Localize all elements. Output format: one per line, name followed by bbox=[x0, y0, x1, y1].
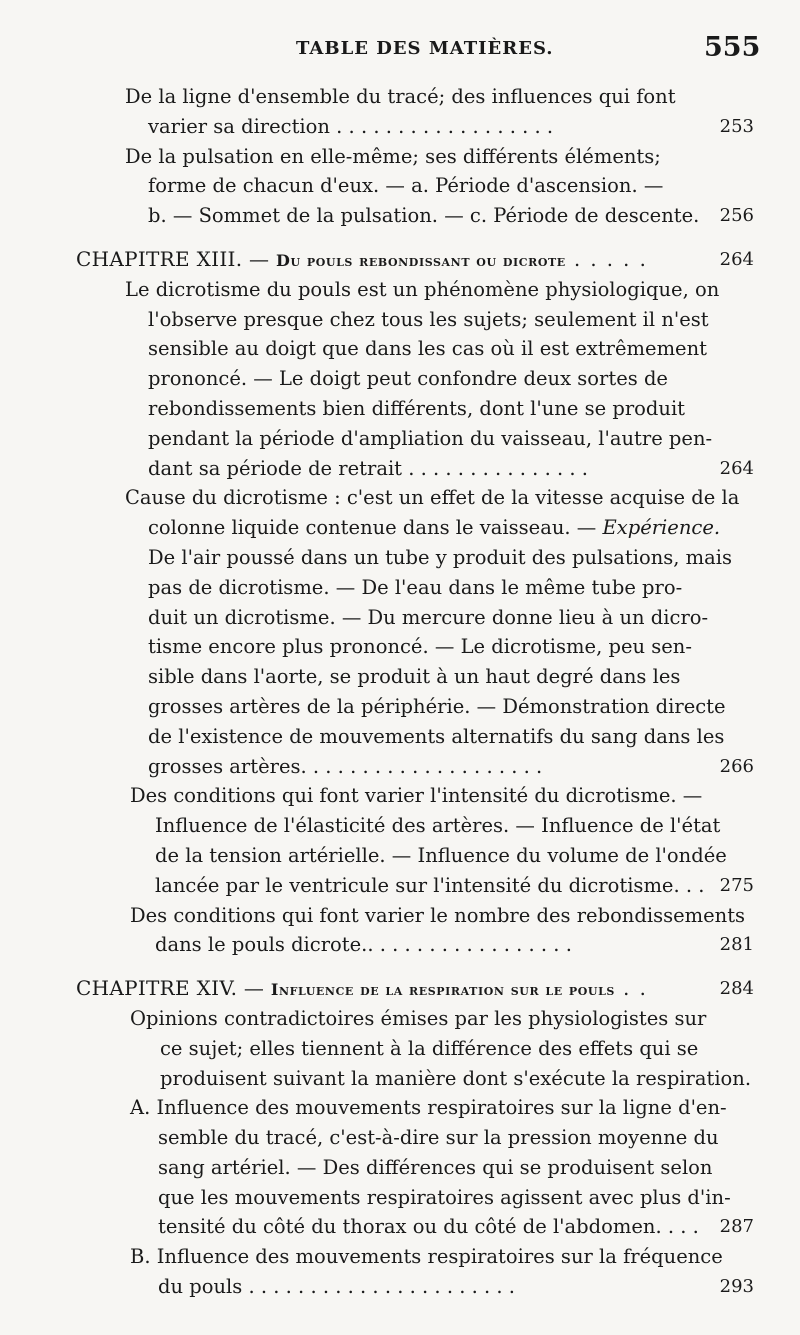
toc-line bbox=[0, 573, 800, 603]
toc-line-text: pas de dicrotisme. — De l'eau dans le même tube pro- bbox=[148, 575, 683, 599]
toc-line-text: forme de chacun d'eux. — a. Période d'ascension. — bbox=[148, 174, 664, 198]
running-title: TABLE DES MATIÈRES. bbox=[296, 38, 554, 59]
toc-line bbox=[0, 171, 800, 201]
toc-line bbox=[0, 841, 800, 871]
toc-line bbox=[0, 1212, 800, 1242]
toc-line bbox=[0, 1004, 800, 1034]
toc-line bbox=[0, 930, 800, 960]
toc-line bbox=[0, 901, 800, 931]
toc-line-text: de la tension artérielle. — Influence du volume de l'ondée bbox=[155, 843, 727, 867]
toc-page-ref: 293 bbox=[719, 1276, 754, 1298]
toc-line bbox=[0, 513, 800, 543]
toc-line-text: colonne liquide contenue dans le vaisseau. — Expérience. bbox=[148, 516, 721, 540]
toc-line-text: semble du tracé, c'est-à-dire sur la pression moyenne du bbox=[158, 1126, 719, 1150]
toc-page-ref: 281 bbox=[719, 934, 754, 956]
toc-chapter-heading bbox=[0, 974, 800, 1004]
toc-line-text bbox=[76, 974, 648, 1005]
toc-line bbox=[0, 424, 800, 454]
toc-line-text: duit un dicrotisme. — Du mercure donne lieu à un dicro- bbox=[148, 605, 709, 629]
chapter-number: CHAPITRE XIV. — bbox=[76, 976, 271, 1001]
toc-line bbox=[0, 305, 800, 335]
toc-line-text: pendant la période d'ampliation du vaisseau, l'autre pen- bbox=[148, 426, 713, 450]
chapter-title: Influence de la respiration sur le pouls bbox=[270, 980, 615, 1000]
toc-line-text: ce sujet; elles tiennent à la différence des effets qui se bbox=[160, 1036, 699, 1060]
toc-line bbox=[0, 1064, 800, 1094]
toc-page-ref: 253 bbox=[719, 115, 754, 137]
toc-line-text: Des conditions qui font varier l'intensité du dicrotisme. — bbox=[130, 784, 703, 808]
page-header bbox=[0, 30, 800, 70]
toc-page-ref: 266 bbox=[719, 755, 754, 777]
toc-line bbox=[0, 112, 800, 142]
toc-line bbox=[0, 1183, 800, 1213]
dot-leader: . . . . . bbox=[565, 247, 648, 271]
toc-page-ref: 264 bbox=[719, 248, 754, 270]
page-number: 555 bbox=[704, 32, 761, 63]
toc-line bbox=[0, 752, 800, 782]
toc-line-text: A. Influence des mouvements respiratoires sur la ligne d'en- bbox=[130, 1096, 727, 1120]
toc-line-text: Le dicrotisme du pouls est un phénomène physiologique, on bbox=[125, 277, 720, 301]
toc-line-text: De la ligne d'ensemble du tracé; des influences qui font bbox=[125, 85, 676, 108]
section-gap bbox=[0, 231, 800, 245]
toc-line bbox=[0, 603, 800, 633]
section-gap bbox=[0, 960, 800, 974]
toc-line bbox=[0, 483, 800, 513]
toc-line bbox=[0, 454, 800, 484]
toc-page-ref: 275 bbox=[719, 874, 754, 896]
toc-line-text: De la pulsation en elle-même; ses différents éléments; bbox=[125, 144, 661, 168]
toc-line bbox=[0, 82, 800, 112]
toc-line-text: B. Influence des mouvements respiratoires sur la fréquence bbox=[130, 1245, 723, 1269]
toc-line bbox=[0, 692, 800, 722]
toc-line-text: l'observe presque chez tous les sujets; seulement il n'est bbox=[148, 307, 709, 331]
toc-line-text: lancée par le ventricule sur l'intensité du dicrotisme. . . bbox=[155, 873, 705, 897]
toc-line-text: prononcé. — Le doigt peut confondre deux sortes de bbox=[148, 367, 668, 391]
toc-line bbox=[0, 1123, 800, 1153]
toc-page-ref: 287 bbox=[719, 1216, 754, 1238]
toc-page-ref: 264 bbox=[719, 457, 754, 479]
toc-line bbox=[0, 722, 800, 752]
toc-chapter-heading bbox=[0, 245, 800, 275]
toc-line bbox=[0, 201, 800, 231]
toc-line-text: tisme encore plus prononcé. — Le dicrotisme, peu sen- bbox=[148, 635, 692, 659]
toc-line bbox=[0, 142, 800, 172]
toc-line bbox=[0, 275, 800, 305]
toc-line bbox=[0, 364, 800, 394]
toc-line bbox=[0, 1242, 800, 1272]
toc-page-ref: 256 bbox=[719, 205, 754, 227]
toc-line-text: sible dans l'aorte, se produit à un haut degré dans les bbox=[148, 665, 681, 689]
toc-line bbox=[0, 632, 800, 662]
chapter-title: Du pouls rebondissant ou dicrote bbox=[276, 250, 566, 270]
toc-line-text: dans le pouls dicrote.. . . . . . . . . . . . . . . . . bbox=[155, 933, 572, 957]
toc-line bbox=[0, 543, 800, 573]
table-of-contents bbox=[0, 82, 800, 1302]
toc-line-text: sang artériel. — Des différences qui se produisent selon bbox=[158, 1155, 713, 1179]
toc-line-text: Cause du dicrotisme : c'est un effet de la vitesse acquise de la bbox=[125, 486, 740, 510]
toc-line-text: sensible au doigt que dans les cas où il est extrêmement bbox=[148, 337, 707, 361]
toc-line-text bbox=[76, 245, 648, 276]
toc-line-text: b. — Sommet de la pulsation. — c. Période de descente. bbox=[148, 204, 700, 228]
toc-line-text: que les mouvements respiratoires agissent avec plus d'in- bbox=[158, 1185, 731, 1209]
toc-line bbox=[0, 1034, 800, 1064]
toc-line-text: de l'existence de mouvements alternatifs du sang dans les bbox=[148, 724, 725, 748]
toc-line bbox=[0, 1093, 800, 1123]
toc-line-text: varier sa direction . . . . . . . . . . . . . . . . . . bbox=[148, 114, 554, 138]
toc-line-text: grosses artères de la périphérie. — Démonstration directe bbox=[148, 694, 726, 718]
toc-page-ref: 284 bbox=[719, 978, 754, 1000]
toc-line-text: grosses artères. . . . . . . . . . . . . . . . . . . . bbox=[148, 754, 543, 778]
toc-line bbox=[0, 811, 800, 841]
toc-line-text: Opinions contradictoires émises par les physiologistes sur bbox=[130, 1006, 707, 1030]
toc-line-text: du pouls . . . . . . . . . . . . . . . . . . . . . . bbox=[158, 1275, 515, 1299]
toc-line-text: dant sa période de retrait . . . . . . . . . . . . . . . bbox=[148, 456, 588, 480]
toc-line bbox=[0, 871, 800, 901]
toc-line bbox=[0, 1153, 800, 1183]
toc-line bbox=[0, 394, 800, 424]
toc-line-text: rebondissements bien différents, dont l'une se produit bbox=[148, 396, 686, 420]
toc-line bbox=[0, 662, 800, 692]
toc-line bbox=[0, 781, 800, 811]
toc-line bbox=[0, 1272, 800, 1302]
toc-line-text: tensité du côté du thorax ou du côté de l'abdomen. . . . bbox=[158, 1215, 699, 1239]
toc-line-text: produisent suivant la manière dont s'exécute la respiration. bbox=[160, 1066, 752, 1090]
toc-line-text: Influence de l'élasticité des artères. — Influence de l'état bbox=[155, 814, 721, 838]
toc-line-text: Des conditions qui font varier le nombre des rebondissements bbox=[130, 903, 746, 927]
toc-line-text: De l'air poussé dans un tube y produit des pulsations, mais bbox=[148, 545, 733, 569]
dot-leader: . . bbox=[614, 977, 648, 1001]
toc-line bbox=[0, 334, 800, 364]
chapter-number: CHAPITRE XIII. — bbox=[76, 246, 277, 271]
italic-term: Expérience. bbox=[602, 516, 721, 540]
